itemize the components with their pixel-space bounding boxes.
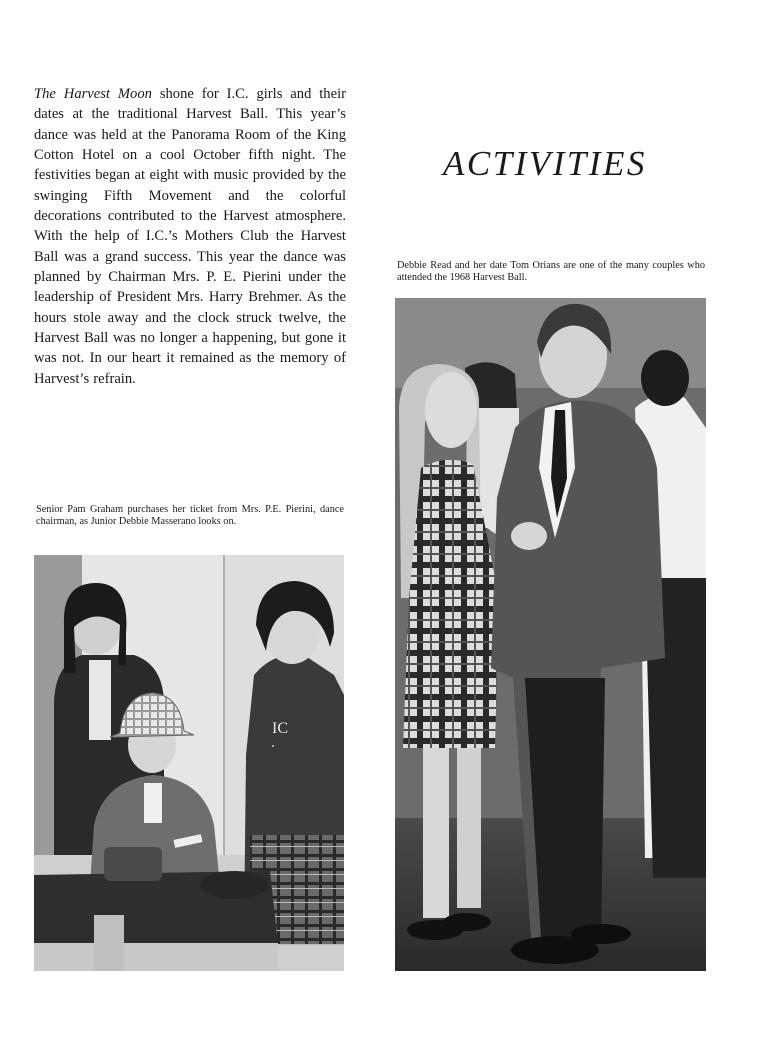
dancing-couple-photo (395, 298, 706, 971)
article-title-italic: The Harvest Moon (34, 86, 152, 102)
photo-caption-right: Debbie Read and her date Tom Orians are one of the many couples who attended the 1968 Harvest Ball. (397, 260, 705, 283)
article-text: shone for I.C. girls and their dates at the traditional Harvest Ball. This year’s dance was held at the Panorama Room of the King Cotton Hotel on a cool October fifth night. The festivities began at eight with music provided by the swinging Fifth Movement and the colorful decorations contributed to the Harvest atmosphere. With the help of I.C.’s Mothers Club the Harvest Ball was a grand success. This year the dance was planned by Chairman Mrs. P. E. Pierini under the leadership of President Mrs. Harry Brehmer. As the hours stole away and the clock struck twelve, the Harvest Ball was no longer a happening, but gone it was not. In our heart it remained as the memory of Harvest’s refrain. (34, 86, 346, 387)
dancing-couple-illustration (395, 298, 706, 971)
article-body (34, 84, 346, 389)
blazer-badge-text: IC (272, 720, 288, 737)
photo-caption-left: Senior Pam Graham purchases her ticket from Mrs. P.E. Pierini, dance chairman, as Junior Debbie Masserano looks on. (36, 504, 344, 527)
ticket-purchase-photo (34, 555, 344, 971)
section-heading: ACTIVITIES (443, 144, 647, 183)
ticket-purchase-illustration (34, 555, 344, 971)
